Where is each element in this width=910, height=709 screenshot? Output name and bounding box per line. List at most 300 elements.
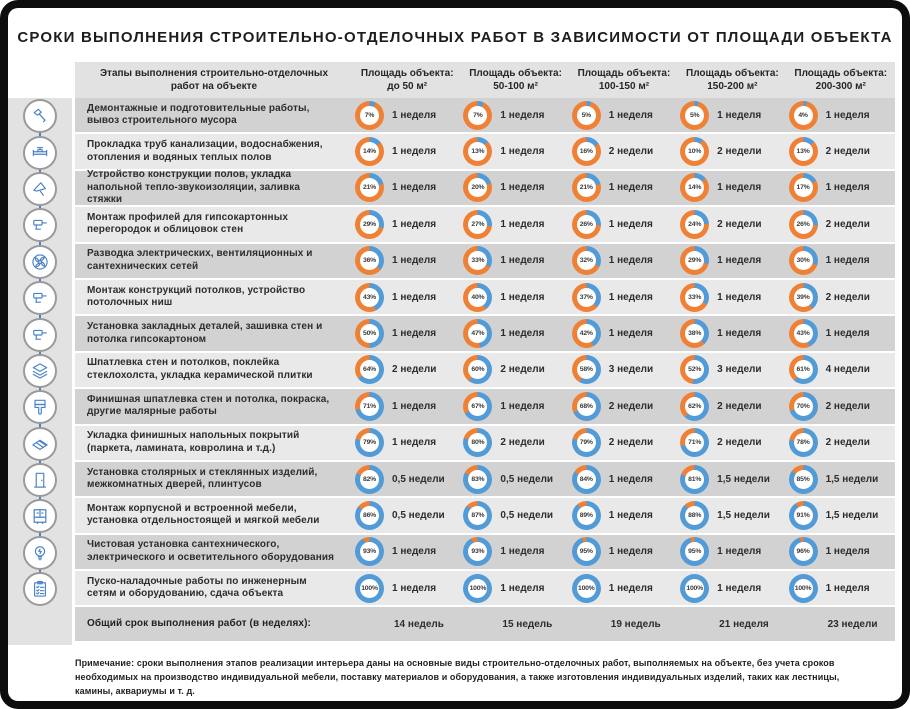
progress-donut [789,137,818,166]
progress-donut [680,210,709,239]
icon-slot [8,535,72,571]
donut-hole [577,397,596,416]
progress-donut [789,283,818,312]
progress-percent: 89% [579,511,593,519]
duration-cell [787,319,895,348]
progress-donut [789,101,818,130]
progress-percent: 91% [796,511,810,519]
area-header-size: 150-200 м² [707,81,758,92]
progress-percent: 87% [471,511,485,519]
duration-cell [353,210,461,239]
stage-label: Разводка электрических, вентиляционных и сантехнических сетей [87,248,313,272]
progress-donut [572,392,601,421]
table-row [75,353,895,387]
progress-percent: 68% [579,402,593,410]
progress-percent: 61% [796,366,810,374]
duration-label: 1 неделя [392,291,437,303]
progress-donut [355,501,384,530]
progress-percent: 38% [688,330,702,338]
progress-percent: 78% [796,439,810,447]
donut-hole [794,324,813,343]
area-header-size: до 50 м² [387,81,428,92]
duration-label: 1 неделя [608,546,653,558]
duration-label: 1 неделя [500,146,545,158]
donut-hole [468,579,487,598]
total-cell [461,619,569,630]
progress-donut [463,283,492,312]
donut-hole [794,506,813,525]
duration-cell [461,101,569,130]
donut-hole [468,542,487,561]
progress-percent: 43% [362,293,376,301]
progress-donut [463,246,492,275]
duration-cell [570,283,678,312]
progress-donut [355,101,384,130]
progress-percent: 16% [579,148,593,156]
donut-hole [794,142,813,161]
area-header-size: 100-150 м² [598,81,650,92]
duration-label: 1 неделя [392,146,437,158]
progress-donut [572,173,601,202]
duration-label: 2 недели [500,364,545,376]
progress-percent: 62% [688,402,702,410]
progress-percent: 60% [471,366,485,374]
duration-cell [570,465,678,494]
donut-hole [468,288,487,307]
area-header-size: 50-100 м² [493,81,538,92]
progress-donut [572,319,601,348]
progress-percent: 81% [688,475,702,483]
table-row [75,98,895,132]
donut-hole [794,433,813,452]
progress-percent: 20% [471,184,485,192]
progress-percent: 86% [362,511,376,519]
progress-percent: 29% [688,257,702,265]
duration-cell [353,246,461,275]
progress-donut [789,319,818,348]
duration-cell [787,210,895,239]
duration-cell [787,355,895,384]
stage-label: Монтаж профилей для гипсокартонных перегородок и облицовок стен [87,211,289,236]
duration-label: 1,5 недели [717,473,770,485]
progress-percent: 36% [362,257,376,265]
progress-donut [572,101,601,130]
donut-hole [360,251,379,270]
duration-label: 1 неделя [500,182,545,194]
donut-hole [360,142,379,161]
table-row [75,134,895,168]
donut-hole [685,106,704,125]
duration-label: 1 неделя [392,546,437,558]
progress-donut [789,465,818,494]
progress-percent: 82% [362,475,376,483]
duration-label: 1 неделя [608,328,653,340]
progress-percent: 43% [796,330,810,338]
progress-donut [463,574,492,603]
duration-label: 1 неделя [500,218,545,230]
progress-donut [680,501,709,530]
donut-hole [468,397,487,416]
drill-icon [23,281,57,315]
donut-hole [794,215,813,234]
progress-donut [680,537,709,566]
progress-percent: 7% [473,111,483,119]
donut-hole [685,215,704,234]
duration-cell [570,319,678,348]
duration-label: 0,5 недели [392,509,445,521]
duration-label: 2 недели [608,400,654,412]
icon-slot [8,389,72,425]
duration-label: 1 неделя [825,582,870,594]
duration-label: 2 недели [825,146,870,158]
duration-label: 2 недели [825,437,870,449]
duration-cell [570,501,678,530]
duration-cell [787,574,895,603]
duration-cell [787,428,895,457]
total-cell [570,619,678,630]
progress-donut [355,246,384,275]
area-header-prefix: Площадь объекта: [577,67,671,79]
duration-cell [570,392,678,421]
donut-hole [360,288,379,307]
progress-percent: 93% [362,548,376,556]
progress-donut [572,137,601,166]
progress-percent: 100% [469,584,487,592]
duration-label: 1 неделя [608,218,653,230]
stage-label: Установка столярных и стеклянных изделий, межкомнатных дверей, плинтусов [87,466,318,491]
progress-percent: 47% [471,330,485,338]
progress-percent: 95% [579,548,593,556]
stage-label: Монтаж корпусной и встроенной мебели, установка отдельностоящей и мягкой мебели [87,502,320,527]
table-row [75,389,895,423]
progress-percent: 79% [362,439,376,447]
duration-label: 1 неделя [500,109,545,121]
drill-icon [23,208,57,242]
donut-hole [360,433,379,452]
duration-cell [787,101,895,130]
duration-cell [353,501,461,530]
progress-percent: 88% [688,511,702,519]
progress-percent: 71% [362,402,376,410]
duration-label: 2 недели [717,146,762,158]
duration-label: 1 неделя [392,218,437,230]
donut-hole [360,397,379,416]
progress-donut [572,574,601,603]
area-column-header [353,67,461,94]
progress-donut [355,537,384,566]
area-column-header [570,67,678,94]
duration-cell [461,537,569,566]
progress-percent: 58% [579,366,593,374]
progress-percent: 14% [362,148,376,156]
progress-percent: 21% [362,184,376,192]
total-cell [353,619,461,630]
duration-cell [461,173,569,202]
duration-label: 1 неделя [392,437,437,449]
progress-donut [355,319,384,348]
donut-hole [468,106,487,125]
progress-percent: 50% [362,330,376,338]
duration-label: 1 неделя [717,546,762,558]
duration-label: 1 неделя [825,255,870,267]
stage-label: Финишная шпатлевка стен и потолка, покраска, другие малярные работы [87,393,330,418]
duration-cell [678,283,786,312]
duration-cell [678,101,786,130]
donut-hole [685,288,704,307]
donut-hole [577,324,596,343]
donut-hole [360,215,379,234]
duration-cell [678,537,786,566]
paint-brush-icon [23,390,57,424]
progress-percent: 33% [471,257,485,265]
duration-cell [678,465,786,494]
progress-percent: 71% [688,439,702,447]
flooring-icon [23,427,57,461]
progress-percent: 79% [579,439,593,447]
duration-label: 2 недели [825,218,870,230]
fan-icon [23,245,57,279]
progress-percent: 17% [796,184,810,192]
donut-hole [360,506,379,525]
donut-hole [794,178,813,197]
progress-donut [680,355,709,384]
duration-cell [787,246,895,275]
donut-hole [685,506,704,525]
duration-cell [570,210,678,239]
icon-slot [8,462,72,498]
donut-hole [685,397,704,416]
duration-cell [787,465,895,494]
tiles-icon [23,354,57,388]
duration-label: 1 неделя [392,328,437,340]
progress-percent: 32% [579,257,593,265]
totals-row [75,607,895,641]
table-row [75,462,895,496]
progress-donut [789,428,818,457]
duration-cell [353,137,461,166]
progress-percent: 26% [579,220,593,228]
donut-hole [794,470,813,489]
totals-label: Общий срок выполнения работ (в неделях): [87,618,311,630]
area-header-prefix: Площадь объекта: [686,67,779,79]
area-column-headers [353,62,895,98]
donut-hole [794,106,813,125]
progress-percent: 95% [688,548,702,556]
duration-label: 2 недели [608,437,654,449]
duration-cell [787,173,895,202]
area-column-header [678,67,786,94]
duration-cell [570,574,678,603]
icon-slot [8,316,72,352]
duration-label: 1 неделя [392,182,437,194]
donut-hole [794,397,813,416]
progress-donut [572,355,601,384]
duration-cell [353,101,461,130]
progress-percent: 7% [364,111,375,119]
progress-donut [572,283,601,312]
donut-hole [685,542,704,561]
stage-label: Чистовая установка сантехнического, электрического и осветительного оборудования [87,539,335,563]
duration-cell [678,392,786,421]
duration-label: 2 недели [392,364,437,376]
duration-cell [353,173,461,202]
drill-icon [23,318,57,352]
duration-cell [461,283,569,312]
duration-cell [678,428,786,457]
duration-label: 2 недели [825,400,870,412]
duration-cell [461,355,569,384]
progress-percent: 13% [796,148,810,156]
donut-hole [794,542,813,561]
progress-percent: 13% [471,148,485,156]
progress-percent: 29% [362,220,376,228]
donut-hole [577,579,596,598]
progress-percent: 27% [471,220,485,228]
progress-percent: 5% [581,111,591,119]
progress-percent: 64% [362,366,376,374]
donut-hole [577,251,596,270]
progress-percent: 83% [471,475,485,483]
duration-label: 1 неделя [717,291,762,303]
donut-hole [685,251,704,270]
icon-slot [8,353,72,389]
donut-hole [468,360,487,379]
progress-donut [355,137,384,166]
progress-donut [680,137,709,166]
table-header [75,62,895,98]
duration-cell [570,246,678,275]
lightbulb-icon [23,536,57,570]
duration-cell [461,137,569,166]
duration-cell [787,537,895,566]
duration-cell [678,137,786,166]
donut-hole [577,360,596,379]
duration-cell [353,465,461,494]
total-duration: 23 недели [827,618,878,630]
hammer-icon [23,99,57,133]
donut-hole [360,360,379,379]
stage-label: Прокладка труб канализации, водоснабжения, отопления и водяных теплых полов [87,139,323,163]
duration-label: 1 неделя [608,509,653,521]
progress-donut [680,173,709,202]
donut-hole [577,433,596,452]
donut-hole [794,360,813,379]
duration-cell [787,137,895,166]
donut-hole [360,542,379,561]
donut-hole [794,288,813,307]
donut-hole [685,579,704,598]
duration-cell [570,537,678,566]
pipe-valve-icon [23,136,57,170]
duration-label: 1,5 недели [717,509,770,521]
duration-cell [570,428,678,457]
progress-percent: 21% [579,184,593,192]
progress-percent: 100% [361,584,378,592]
duration-label: 1 неделя [392,400,437,412]
progress-donut [680,101,709,130]
progress-percent: 39% [796,293,810,301]
donut-hole [468,506,487,525]
duration-label: 1 неделя [717,328,762,340]
duration-label: 1 неделя [825,328,870,340]
duration-cell [353,355,461,384]
progress-donut [789,574,818,603]
progress-donut [463,210,492,239]
duration-label: 1 неделя [392,582,437,594]
duration-cell [570,101,678,130]
icon-slot [8,207,72,243]
table-row [75,571,895,605]
progress-donut [680,392,709,421]
duration-cell [461,574,569,603]
stage-label: Пуско-наладочные работы по инженерным сетям и оборудованию, сдача объекта [87,575,307,600]
duration-label: 1 неделя [717,109,762,121]
progress-donut [789,537,818,566]
total-cell [678,619,786,630]
duration-cell [570,137,678,166]
duration-label: 1 неделя [500,291,545,303]
progress-donut [789,392,818,421]
progress-donut [572,428,601,457]
duration-cell [461,210,569,239]
progress-donut [680,574,709,603]
duration-cell [570,355,678,384]
progress-donut [463,319,492,348]
progress-donut [355,574,384,603]
infographic-card [8,8,902,701]
total-duration: 15 недель [502,618,553,630]
donut-hole [685,433,704,452]
progress-donut [572,246,601,275]
stage-label: Монтаж конструкций потолков, устройство потолочных ниш [87,284,306,309]
duration-cell [787,392,895,421]
progress-percent: 30% [796,257,810,265]
duration-label: 1 неделя [500,255,545,267]
icon-slot [8,280,72,316]
progress-percent: 40% [471,293,485,301]
duration-label: 2 недели [608,146,654,158]
progress-percent: 14% [688,184,702,192]
progress-donut [572,501,601,530]
duration-label: 1 неделя [392,255,437,267]
area-header-prefix: Площадь объекта: [469,67,562,79]
progress-donut [355,173,384,202]
stage-label: Устройство конструкции полов, укладка напольной тепло-звукоизоляции, заливка стяжки [87,169,300,206]
duration-label: 1 неделя [717,255,762,267]
duration-label: 0,5 недели [500,509,554,521]
table-row [75,207,895,241]
table-row [75,244,895,278]
donut-hole [685,360,704,379]
duration-cell [353,319,461,348]
progress-donut [463,537,492,566]
duration-cell [678,246,786,275]
duration-cell [461,392,569,421]
icon-slot [8,134,72,170]
icon-slot [8,244,72,280]
area-header-size: 200-300 м² [815,81,866,92]
progress-donut [463,355,492,384]
stage-column-header: Этапы выполнения строительно-отделочных работ на объекте [99,68,329,92]
stage-label: Укладка финишных напольных покрытий (паркета, ламината, ковролина и т.д.) [87,430,300,454]
total-cell [787,619,895,630]
donut-hole [685,142,704,161]
table-row [75,498,895,532]
donut-hole [468,324,487,343]
progress-donut [463,501,492,530]
progress-donut [680,428,709,457]
progress-percent: 52% [688,366,702,374]
